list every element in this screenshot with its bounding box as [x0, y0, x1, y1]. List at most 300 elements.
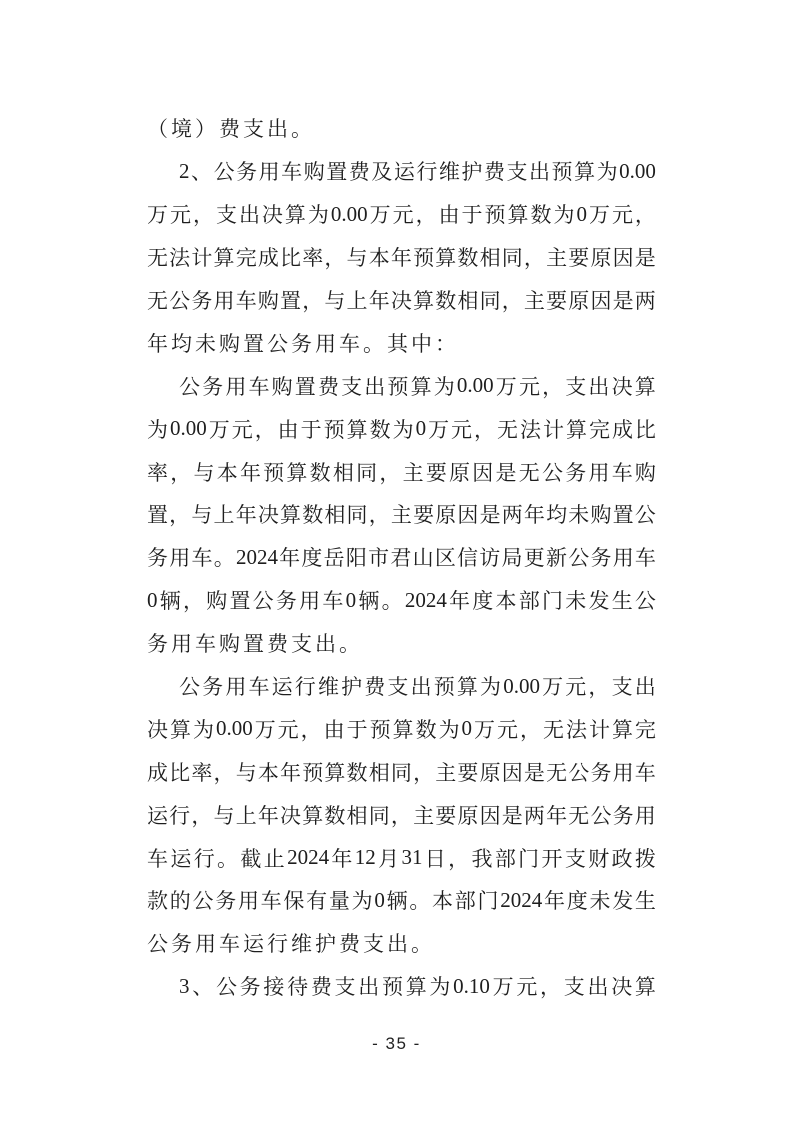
cjk-char: 车	[191, 546, 213, 571]
cjk-char: 费	[310, 975, 332, 1000]
cjk-char: 为	[307, 203, 329, 228]
cjk-char: ，	[413, 760, 435, 785]
cjk-char: 要	[457, 760, 479, 785]
cjk-char: 由	[277, 417, 299, 442]
cjk-char: 用	[315, 331, 336, 356]
cjk-char: 决	[611, 374, 633, 399]
cjk-char: 算	[405, 975, 427, 1000]
cjk-char: 辆	[386, 889, 408, 914]
latin-token: 0.00	[619, 158, 656, 183]
cjk-char: 行	[267, 932, 288, 957]
cjk-char: 生	[634, 889, 656, 914]
cjk-char: 门	[477, 889, 499, 914]
cjk-char: 因	[479, 803, 501, 828]
cjk-char: ，	[448, 846, 470, 871]
cjk-char: 年	[257, 803, 279, 828]
cjk-char: 务	[202, 374, 224, 399]
cjk-char: 购	[206, 589, 228, 614]
cjk-char: 上	[213, 503, 235, 528]
cjk-char: 支	[215, 203, 237, 228]
cjk-char: 因	[612, 246, 634, 271]
cjk-char: 年	[368, 289, 390, 313]
cjk-char: 因	[501, 760, 523, 785]
cjk-char: 岳	[323, 546, 345, 571]
cjk-char: 为	[433, 374, 455, 399]
cjk-char: 车	[634, 546, 656, 571]
cjk-char: 无	[518, 460, 540, 485]
cjk-char: 。	[213, 546, 235, 571]
cjk-char: 元	[451, 417, 473, 442]
cjk-char: 年	[543, 889, 565, 914]
cjk-char: 护	[461, 160, 483, 185]
cjk-char: 运	[393, 160, 415, 185]
cjk-char: 万	[492, 975, 514, 1000]
text-line	[147, 965, 656, 1008]
cjk-char: 预	[369, 717, 391, 742]
cjk-char: 支	[334, 975, 356, 1000]
text-line	[147, 793, 656, 836]
latin-token: 0.00	[456, 373, 494, 398]
cjk-char: 万	[474, 717, 496, 742]
cjk-char: 公	[215, 975, 237, 1000]
cjk-char: 量	[328, 889, 350, 914]
cjk-char: ，	[254, 417, 276, 442]
cjk-char: 均	[546, 503, 568, 528]
cjk-char: 法	[520, 417, 541, 442]
cjk-char: 保	[283, 889, 305, 914]
cjk-char: 置	[294, 374, 316, 399]
cjk-char: 用	[195, 932, 216, 957]
cjk-char: 行	[294, 675, 316, 700]
cjk-char: 接	[263, 975, 285, 1000]
cjk-char: 发	[588, 589, 610, 614]
cjk-char: 决	[390, 289, 412, 313]
cjk-char: 为	[429, 975, 451, 1000]
cjk-char: 支	[563, 975, 585, 1000]
cjk-char: 。	[409, 889, 431, 914]
cjk-char: 公	[634, 503, 656, 528]
cjk-char: 元	[392, 203, 414, 228]
cjk-char: 是	[634, 246, 656, 271]
cjk-char: 原	[435, 503, 457, 528]
cjk-char: 主	[523, 289, 545, 313]
cjk-char: 截	[240, 846, 262, 871]
cjk-char: 及	[371, 160, 393, 185]
cjk-char: 与	[191, 503, 213, 528]
cjk-char: 于	[461, 203, 483, 228]
cjk-char: 度	[301, 546, 323, 571]
latin-token: 2024	[500, 887, 543, 912]
cjk-char: 出	[529, 160, 550, 185]
cjk-char: 万	[428, 417, 450, 442]
cjk-char: 成	[147, 760, 168, 785]
cjk-char: 出	[634, 675, 656, 700]
cjk-char: 为	[596, 160, 618, 185]
text-line	[147, 536, 656, 579]
cjk-char: 主	[402, 460, 424, 485]
cjk-char: 年	[546, 803, 568, 828]
cjk-char: 用	[237, 889, 259, 914]
latin-token: 0.00	[330, 201, 368, 226]
cjk-char: 务	[565, 460, 587, 485]
cjk-char: 务	[147, 632, 168, 657]
cjk-char: 算	[169, 717, 191, 742]
cjk-char: 比	[634, 417, 656, 442]
cjk-char: ，	[542, 374, 564, 399]
cjk-char: 决	[147, 717, 168, 742]
cjk-char: 数	[324, 803, 346, 828]
cjk-char: 原	[568, 289, 590, 313]
cjk-char: 君	[390, 546, 412, 571]
cjk-char: 车	[611, 460, 633, 485]
cjk-char: 行	[416, 160, 438, 185]
cjk-char: 车	[634, 760, 656, 785]
cjk-char: 出	[410, 675, 432, 700]
latin-token: 0	[461, 716, 473, 741]
text-line	[147, 579, 656, 622]
cjk-char: 率	[147, 460, 168, 485]
cjk-char: 算	[456, 675, 478, 700]
cjk-char: 未	[565, 589, 587, 614]
cjk-char: 万	[588, 203, 610, 228]
cjk-char: 费	[364, 675, 386, 700]
cjk-char: 。	[217, 846, 239, 871]
cjk-char: 主	[546, 246, 568, 271]
cjk-char: 年	[239, 460, 261, 485]
cjk-char: 务	[590, 546, 612, 571]
cjk-char: 要	[413, 503, 435, 528]
cjk-char: 置	[243, 331, 264, 356]
cjk-char: 算	[286, 460, 308, 485]
cjk-char: 于	[300, 417, 322, 442]
cjk-char: 两	[501, 503, 523, 528]
cjk-char: 未	[589, 889, 611, 914]
cjk-char: 、	[192, 975, 214, 1000]
cjk-char: 支	[611, 675, 633, 700]
text-line	[147, 450, 656, 493]
cjk-char: 公	[192, 889, 214, 914]
cjk-char: 出	[238, 203, 260, 228]
text-line	[147, 407, 656, 450]
latin-token: 12	[354, 845, 376, 870]
cjk-char: ，	[588, 675, 610, 700]
cjk-char: 购	[634, 460, 656, 485]
cjk-char: ，	[368, 503, 390, 528]
cjk-char: 元	[277, 717, 299, 742]
cjk-char: ，	[540, 975, 562, 1000]
cjk-char: 万	[369, 203, 391, 228]
latin-token: 0.00	[503, 673, 540, 698]
page-number: - 35 -	[372, 1034, 421, 1053]
cjk-char: 用	[299, 589, 321, 614]
cjk-char: 是	[479, 503, 501, 528]
cjk-char: 出	[364, 374, 386, 399]
cjk-char: 用	[225, 675, 247, 700]
cjk-char: 原	[457, 803, 479, 828]
cjk-char: 购	[219, 632, 240, 657]
cjk-char: 务	[590, 760, 612, 785]
cjk-char: 原	[479, 760, 501, 785]
cjk-char: 于	[346, 717, 368, 742]
cjk-char: 为	[438, 717, 460, 742]
text-line	[147, 321, 656, 364]
cjk-char: 预	[302, 760, 324, 785]
cjk-char: 相	[368, 760, 390, 785]
cjk-char: 数	[369, 417, 391, 442]
cjk-char: 年	[235, 503, 257, 528]
cjk-char: 阳	[345, 546, 367, 571]
cjk-char: 务	[191, 289, 213, 313]
cjk-char: 计	[191, 246, 213, 271]
cjk-char: 相	[346, 803, 368, 828]
cjk-char: 因	[457, 503, 479, 528]
cjk-char: ，	[170, 460, 192, 485]
cjk-char: 本	[216, 460, 238, 485]
cjk-char: 年	[279, 546, 301, 571]
cjk-char: 率	[302, 246, 324, 271]
text-line	[147, 107, 656, 150]
cjk-char: 决	[611, 975, 633, 1000]
cjk-char: 区	[434, 546, 456, 571]
cjk-char: 比	[169, 760, 191, 785]
cjk-char: 无	[568, 803, 590, 828]
cjk-char: 车	[235, 289, 257, 313]
latin-token: 2024	[235, 544, 278, 569]
cjk-char: 成	[611, 417, 633, 442]
cjk-char: 无	[542, 717, 564, 742]
cjk-char: 部	[494, 846, 516, 871]
cjk-char: 行	[193, 846, 215, 871]
cjk-char: 本	[257, 760, 279, 785]
cjk-char: ，	[213, 760, 235, 785]
cjk-char: 本	[495, 589, 517, 614]
cjk-char: 务	[291, 331, 312, 356]
cjk-char: 信	[457, 546, 479, 571]
cjk-char: 预	[551, 160, 573, 185]
cjk-char: 算	[280, 503, 302, 528]
cjk-char: 成	[257, 246, 279, 271]
cjk-char: 数	[415, 717, 437, 742]
cjk-char: 山	[412, 546, 434, 571]
cjk-char: 、	[191, 160, 213, 185]
cjk-char: 新	[545, 546, 567, 571]
cjk-char: 公	[252, 589, 274, 614]
cjk-char: 算	[611, 717, 633, 742]
cjk-char: 算	[413, 289, 435, 313]
cjk-char: 由	[438, 203, 460, 228]
cjk-char: 要	[425, 460, 447, 485]
cjk-char: 车	[147, 846, 168, 871]
cjk-char: 政	[611, 846, 633, 871]
cjk-char: 完	[634, 717, 656, 742]
cjk-char: 数	[309, 460, 331, 485]
cjk-char: 置	[243, 632, 264, 657]
cjk-char: 公	[213, 160, 235, 185]
cjk-char: 要	[546, 289, 568, 313]
cjk-char: 预	[484, 203, 506, 228]
cjk-char: 财	[588, 846, 610, 871]
cjk-char: 车	[248, 374, 270, 399]
cjk-char: 为	[392, 417, 414, 442]
cjk-char: 计	[588, 717, 610, 742]
cjk-char: 同	[390, 760, 412, 785]
cjk-char: 同	[346, 503, 368, 528]
cjk-char: 有	[306, 889, 328, 914]
cjk-char: （	[147, 117, 168, 142]
cjk-char: 相	[457, 289, 479, 313]
cjk-char: 市	[368, 546, 390, 571]
cjk-char: 出	[358, 975, 380, 1000]
cjk-char: ，	[390, 803, 412, 828]
cjk-char: 务	[202, 675, 224, 700]
cjk-char: ，	[169, 503, 191, 528]
cjk-char: 公	[267, 331, 288, 356]
text-line	[147, 922, 656, 965]
cjk-char: 预	[263, 460, 285, 485]
cjk-char: 算	[507, 203, 529, 228]
text-line	[147, 665, 656, 708]
cjk-char: 算	[634, 975, 656, 1000]
cjk-char: 支	[363, 932, 384, 957]
cjk-char: 置	[280, 289, 302, 313]
cjk-char: 原	[449, 460, 471, 485]
cjk-char: 比	[280, 246, 302, 271]
cjk-char: 车	[248, 675, 270, 700]
cjk-char: 万	[147, 203, 168, 228]
cjk-char: 用	[612, 546, 634, 571]
cjk-char: 用	[258, 160, 280, 185]
cjk-char: 万	[208, 417, 230, 442]
cjk-char: 未	[195, 331, 216, 356]
latin-token: 0	[345, 587, 357, 612]
latin-token: 2024	[287, 845, 330, 870]
cjk-char: 年	[449, 589, 471, 614]
cjk-char: 购	[219, 331, 240, 356]
cjk-char: 元	[169, 203, 191, 228]
cjk-char: 法	[169, 246, 191, 271]
cjk-char: 完	[235, 246, 257, 271]
cjk-char: 运	[271, 675, 293, 700]
cjk-char: 车	[322, 589, 344, 614]
cjk-char: 年	[147, 331, 168, 356]
cjk-char: 年	[390, 246, 412, 271]
cjk-char: 主	[435, 760, 457, 785]
cjk-char: 月	[378, 846, 400, 871]
text-line	[147, 150, 656, 193]
latin-token: 0.00	[215, 716, 253, 741]
cjk-char: 车	[260, 889, 282, 914]
cjk-char: 预	[381, 975, 403, 1000]
cjk-char: 。	[339, 632, 360, 657]
cjk-char: 务	[215, 889, 237, 914]
cjk-char: 同	[368, 803, 390, 828]
cjk-char: 门	[541, 589, 563, 614]
cjk-char: 算	[392, 717, 414, 742]
cjk-char: 公	[169, 289, 191, 313]
cjk-char: 门	[518, 846, 540, 871]
cjk-char: 预	[387, 374, 409, 399]
cjk-char: 相	[324, 503, 346, 528]
cjk-char: 车	[195, 632, 216, 657]
cjk-char: 因	[472, 460, 494, 485]
cjk-char: 护	[341, 675, 363, 700]
cjk-char: 购	[590, 503, 612, 528]
cjk-char: 度	[566, 889, 588, 914]
cjk-char: 公	[541, 460, 563, 485]
latin-token: 31	[401, 845, 423, 870]
cjk-char: 预	[433, 675, 455, 700]
cjk-char: 相	[479, 246, 501, 271]
cjk-char: 支	[387, 675, 409, 700]
cjk-char: 支	[243, 117, 264, 142]
cjk-char: 运	[243, 932, 264, 957]
cjk-char: 中	[411, 331, 432, 356]
cjk-char: 我	[471, 846, 493, 871]
cjk-char: 更	[523, 546, 545, 571]
text-line	[147, 879, 656, 922]
cjk-char: 万	[254, 717, 276, 742]
cjk-char: 局	[501, 546, 523, 571]
cjk-char: 用	[171, 632, 192, 657]
cjk-char: ：	[435, 331, 456, 356]
text-line	[147, 193, 656, 236]
cjk-char: 与	[324, 289, 346, 313]
cjk-char: 费	[483, 160, 505, 185]
cjk-char: 是	[495, 460, 517, 485]
cjk-char: 运	[170, 846, 192, 871]
cjk-char: 。	[291, 117, 312, 142]
cjk-char: 由	[323, 717, 345, 742]
cjk-char: 决	[261, 203, 283, 228]
cjk-char: 算	[324, 760, 346, 785]
cjk-char: 元	[497, 717, 519, 742]
cjk-char: 维	[317, 675, 339, 700]
cjk-char: 支	[291, 632, 312, 657]
cjk-char: 元	[516, 975, 538, 1000]
text-line	[147, 236, 656, 279]
cjk-char: 务	[147, 546, 168, 571]
latin-token: 0	[147, 587, 158, 612]
cjk-char: 车	[339, 331, 360, 356]
cjk-char: 元	[231, 417, 253, 442]
cjk-char: 年	[523, 503, 545, 528]
cjk-char: ，	[191, 803, 213, 828]
cjk-char: ，	[324, 246, 346, 271]
cjk-char: 其	[387, 331, 408, 356]
cjk-char: 决	[280, 803, 302, 828]
cjk-char: 是	[612, 289, 634, 313]
cjk-char: ，	[182, 589, 204, 614]
cjk-char: 公	[179, 675, 200, 700]
latin-token: 0.00	[169, 416, 207, 441]
cjk-char: 与	[193, 460, 215, 485]
cjk-char: 是	[523, 760, 545, 785]
text-line	[147, 622, 656, 665]
cjk-char: 费	[348, 160, 370, 185]
cjk-char: 公	[147, 932, 168, 957]
cjk-char: 部	[454, 889, 476, 914]
cjk-char: 上	[346, 289, 368, 313]
cjk-char: 主	[390, 503, 412, 528]
latin-token: 0	[374, 887, 385, 912]
cjk-char: ，	[474, 417, 496, 442]
cjk-char: 务	[612, 803, 634, 828]
cjk-char: 未	[568, 503, 590, 528]
cjk-char: 上	[235, 803, 257, 828]
cjk-char: 度	[472, 589, 494, 614]
cjk-char: 法	[565, 717, 587, 742]
cjk-char: 为	[192, 717, 214, 742]
